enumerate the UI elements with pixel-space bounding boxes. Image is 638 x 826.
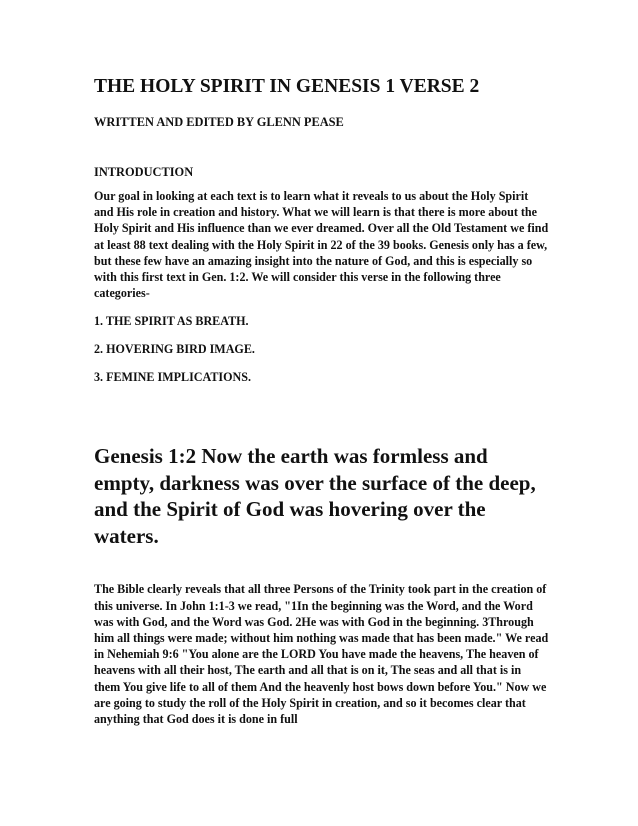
verse-heading: Genesis 1:2 Now the earth was formless and empty, darkness was over the surface of the deep, and the Spirit of God was hovering over the waters.: [94, 444, 536, 548]
intro-heading: INTRODUCTION: [94, 165, 194, 179]
document-content: [94, 74, 550, 727]
category-item-3: 3. FEMINE IMPLICATIONS.: [94, 370, 252, 385]
document-title: THE HOLY SPIRIT IN GENESIS 1 VERSE 2: [94, 76, 480, 97]
document-byline: WRITTEN AND EDITED BY GLENN PEASE: [94, 115, 344, 129]
category-item-2: 2. HOVERING BIRD IMAGE.: [94, 342, 255, 357]
category-item-1: 1. THE SPIRIT AS BREATH.: [94, 314, 249, 329]
body-paragraph: The Bible clearly reveals that all three Persons of the Trinity took part in the creation of this universe. In John 1:1-3 we read, "1In the beginning was the Word, and the Word was with God, and the Word was God. 2He was with God in the beginning. 3Through him all things were made; without him nothing was made that has been made." We read in Nehemiah 9:6 "You alone are the LORD You have made the heavens, The heaven of heavens with all their host, The earth and all that is on it, The seas and all that is in them You give life to all of them And the heavenly host bows down before You." Now we are going to study the roll of the Holy Spirit in creation, and so it becomes clear that anything that God does it is done in full: [94, 582, 549, 727]
intro-paragraph: Our goal in looking at each text is to learn what it reveals to us about the Holy Spirit and His role in creation and history. What we will learn is that there is more about the Holy Spirit and His influence than we ever dreamed. Over all the Old Testament we find at least 88 text dealing with the Holy Spirit in 22 of the 39 books. Genesis only has a few, but these few have an amazing insight into the nature of God, and this is especially so with this first text in Gen. 1:2. We will consider this verse in the following three categories-: [94, 189, 549, 301]
